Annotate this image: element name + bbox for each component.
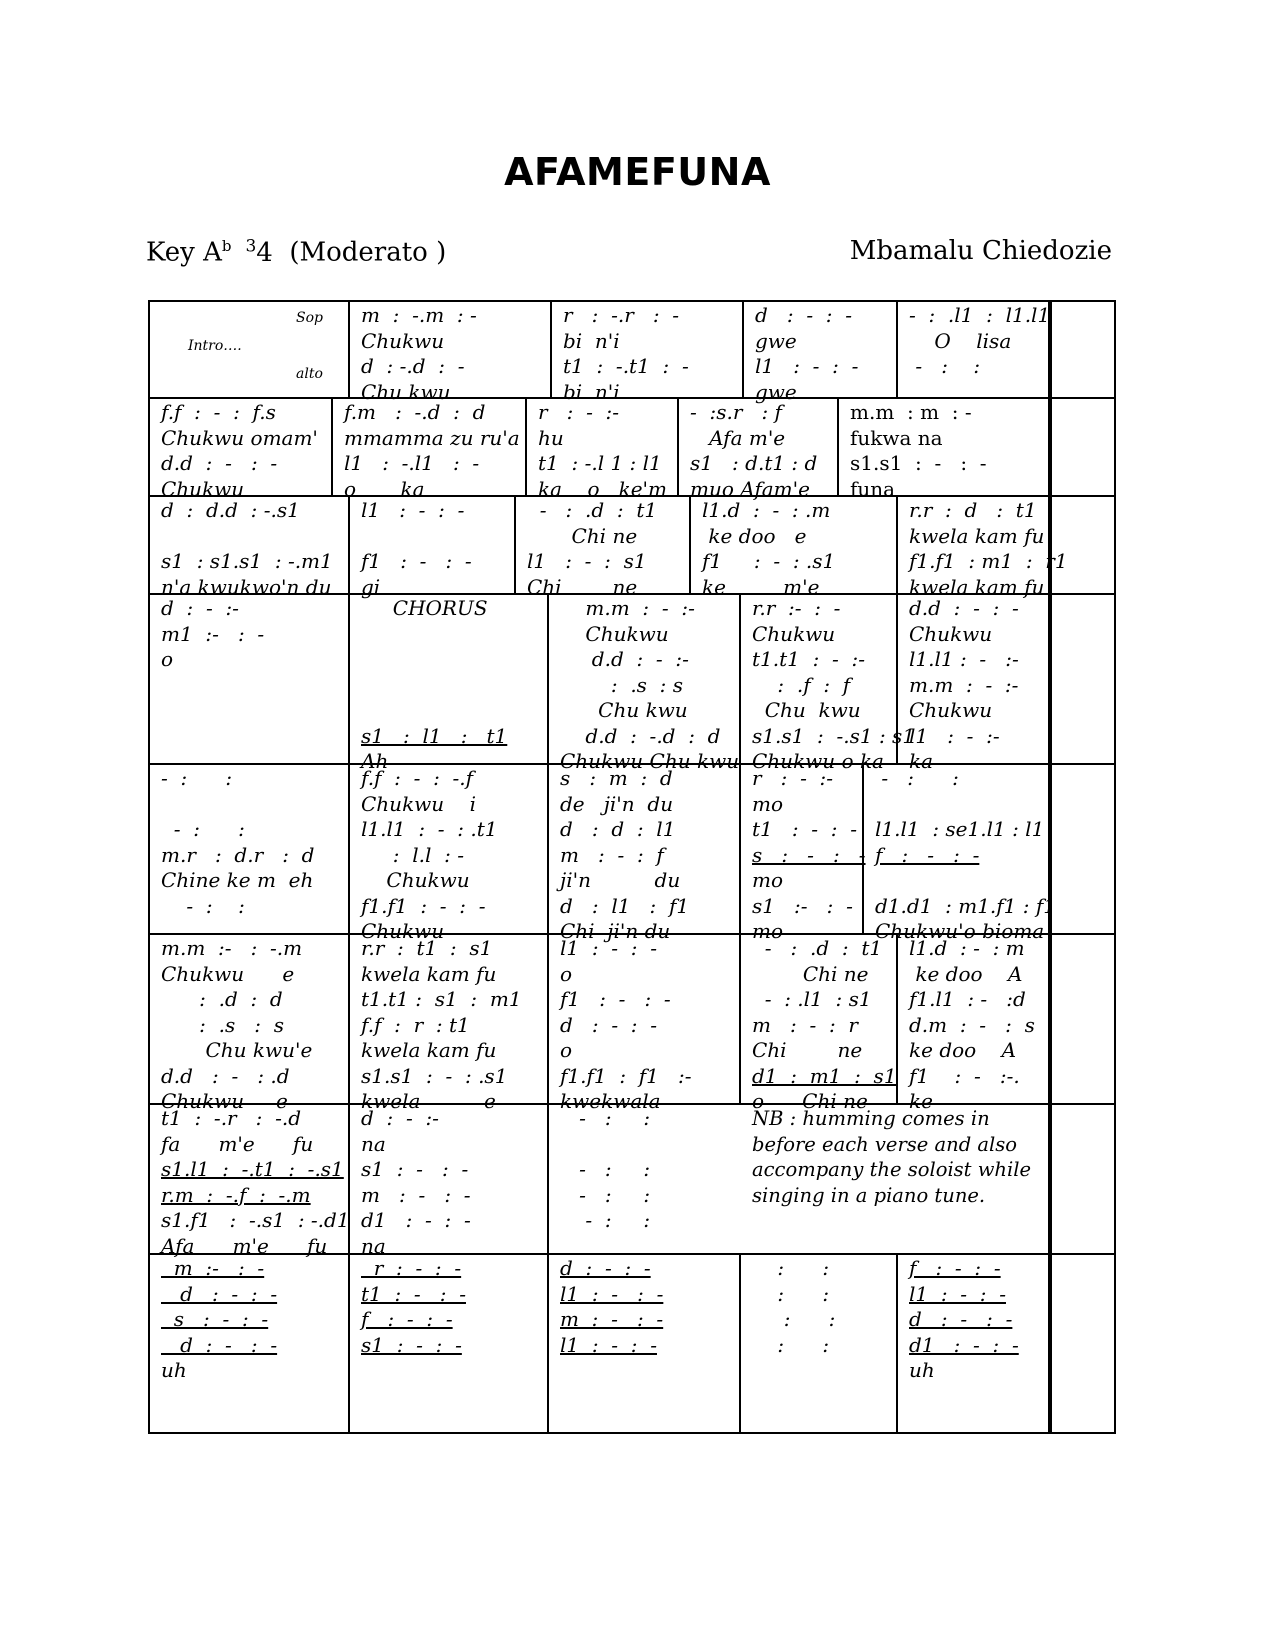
solfa-line: Chi ne [527, 574, 638, 599]
solfa-line: Chukwu [361, 868, 470, 892]
solfa-line: : : [752, 1307, 836, 1331]
page-title: AFAMEFUNA [504, 150, 771, 194]
solfa-line: - : : [909, 354, 981, 378]
solfa-line: f.f : - : -.f [361, 766, 474, 790]
solfa-line: ke m'e [702, 574, 820, 599]
score-row [150, 935, 1114, 1113]
solfa-line: Chukwu [909, 621, 993, 646]
score-margin-column [1050, 595, 1052, 763]
solfa-line: s : m : d [560, 766, 673, 790]
solfa-line: na [361, 1131, 386, 1156]
solfa-line: Chukwu Chu kwu [560, 749, 740, 773]
score-row [150, 765, 1114, 943]
solfa-line: - : : [560, 1182, 651, 1207]
solfa-line: s1 :- : - [752, 893, 853, 918]
solfa-line: d : l1 : f1 [560, 893, 690, 918]
solfa-line: ke doo A [909, 1038, 1017, 1062]
solfa-line: d1 : - : - [361, 1208, 471, 1232]
solfa-line: d : - :- [361, 1106, 439, 1130]
solfa-line: - : : [560, 1208, 651, 1232]
solfa-line: - : : [560, 1106, 651, 1130]
solfa-line [361, 524, 514, 550]
solfa-line: gwe [755, 328, 797, 353]
solfa-line: de ji'n du [560, 791, 674, 816]
solfa-line: mmamma zu ru'a [344, 425, 520, 450]
score-cell [350, 1105, 549, 1258]
solfa-line: s1.s1 : - : - [850, 451, 987, 475]
solfa-line: d : d.d : -.s1 [161, 498, 300, 522]
score-cell [898, 935, 1050, 1113]
solfa-line: r.r :- : - [752, 596, 841, 620]
solfa-line: l1.d : - : m [909, 936, 1025, 960]
solfa-line [361, 647, 547, 673]
solfa-line: fukwa na [850, 425, 943, 450]
time-signature [245, 238, 272, 268]
solfa-line: f1.f1 : - : - [361, 893, 486, 918]
solfa-line: r : - :- [538, 400, 620, 424]
score-cell [150, 935, 350, 1113]
intro-alto-label: alto [296, 366, 323, 382]
solfa-line: r.r : t1 : s1 [361, 936, 493, 960]
score-cell [150, 1105, 350, 1258]
solfa-line: s1 : - : - [361, 1332, 462, 1357]
score-row [150, 399, 1114, 501]
score-cell [150, 1255, 350, 1432]
solfa-line: t1 : - : - [752, 817, 857, 841]
solfa-line: s1 : - : - [361, 1157, 469, 1181]
solfa-line [161, 792, 348, 818]
key-signature [146, 236, 446, 268]
solfa-line: l1 : - : - [560, 1281, 664, 1306]
solfa-line: l1 : - : - [909, 1281, 1006, 1306]
solfa-line [161, 524, 348, 550]
solfa-line: Chi ne [752, 961, 869, 986]
solfa-line: o [560, 1038, 573, 1062]
solfa-line: Chi ji'n du [560, 919, 671, 943]
score-cell [350, 595, 549, 773]
performance-note: NB : humming comes in before each verse and also accompany the soloist while singing in a piano tune. [741, 1105, 1050, 1253]
solfa-line: : .s : s [161, 1012, 285, 1037]
solfa-line: Chukwu i [361, 791, 477, 816]
score-cell [333, 399, 527, 501]
solfa-line: : : [752, 1332, 830, 1357]
solfa-line: ka [909, 749, 934, 773]
score-cell [741, 595, 916, 773]
score-cell [744, 302, 898, 404]
solfa-line: m.r : d.r : d [161, 842, 315, 867]
solfa-line: d1.d1 : m1.f1 : f1 [875, 893, 1056, 918]
solfa-line: Chi ne [752, 1038, 863, 1062]
solfa-line: - : : [161, 817, 245, 841]
solfa-line: d : - : - [560, 1256, 651, 1280]
solfa-line [361, 698, 547, 724]
solfa-line: - : .d : t1 [527, 498, 658, 522]
solfa-line: o ka [344, 476, 425, 501]
solfa-line: m :- : - [161, 1256, 265, 1280]
solfa-line: m : - : - [361, 1182, 471, 1207]
solfa-line [361, 673, 547, 699]
solfa-line: m.m : - :- [560, 596, 695, 620]
solfa-line: Ah [361, 749, 389, 773]
solfa-line: f1 : - : - [361, 549, 472, 573]
score-margin-column [1050, 1105, 1052, 1253]
solfa-line: m : - : f [560, 842, 664, 867]
solfa-line: Chukwu o ka [752, 749, 884, 773]
solfa-line: l1.l1 : - :- [909, 647, 1019, 671]
solfa-line: t1 : - : - [361, 1281, 466, 1306]
solfa-line: Chukwu [361, 919, 445, 943]
score-cell [527, 399, 679, 501]
time-signature-bottom: 4 [256, 237, 273, 268]
score-cell [150, 765, 350, 933]
score-margin-column [1050, 1255, 1052, 1432]
solfa-line: d.d : - : - [161, 451, 278, 475]
solfa-line: l1.l1 : - : .t1 [361, 817, 498, 841]
solfa-line: r : - :- [752, 766, 834, 790]
score-cell [898, 497, 1068, 599]
solfa-line: ji'n du [560, 868, 681, 892]
solfa-line: ke doo e [702, 523, 807, 548]
score-cell [350, 497, 516, 599]
solfa-line: s1.l1 : -.t1 : -.s1 [161, 1157, 344, 1181]
solfa-line: Chukwu e [161, 1089, 288, 1113]
solfa-line: r : - : - [361, 1256, 462, 1280]
solfa-line [361, 622, 547, 648]
solfa-line: bi n'i [563, 379, 620, 404]
solfa-line: f : - : - [875, 842, 980, 867]
score-cell [150, 497, 350, 599]
solfa-line: s1 : d.t1 : d [690, 451, 818, 475]
score-cell [350, 1255, 549, 1432]
solfa-line: f.m : -.d : d [344, 400, 486, 424]
solfa-line: funa [850, 476, 896, 501]
solfa-line: d.d : - :- [560, 647, 689, 671]
score-table [148, 300, 1116, 1434]
solfa-line: d : - : - [560, 1012, 658, 1037]
score-cell [549, 935, 741, 1113]
score-row [150, 595, 1114, 773]
solfa-line: Afa m'e [690, 425, 786, 450]
solfa-line: t1 : -.t1 : - [563, 354, 689, 378]
solfa-line: Chukwu [560, 621, 669, 646]
solfa-line: Chukwu'o bioma [875, 919, 1045, 943]
solfa-line: s1.f1 : -.s1 : -.d1 [161, 1208, 350, 1232]
score-cell [552, 302, 744, 404]
intro-label-cell [150, 302, 350, 397]
score-cell [549, 765, 741, 943]
solfa-line: m.m : m : - [850, 400, 972, 424]
solfa-line: f1 : - :-. [909, 1063, 1020, 1088]
score-cell [549, 1255, 741, 1432]
solfa-line: f : - : - [909, 1256, 1001, 1280]
solfa-line: - : : [560, 1157, 651, 1181]
solfa-line: s1.s1 : - : .s1 [361, 1063, 508, 1088]
score-cell [839, 399, 1050, 501]
solfa-line: f.f : r : t1 [361, 1012, 470, 1037]
solfa-line: n'a kwukwo'n du [161, 574, 332, 599]
solfa-line: : : [752, 1281, 830, 1306]
solfa-line: Chu kwu [752, 698, 861, 722]
solfa-line: - : .l1 : s1 [752, 987, 872, 1011]
score-cell [350, 935, 549, 1113]
solfa-line: l1 : - : - [755, 354, 859, 378]
solfa-line: hu [538, 425, 564, 450]
solfa-line: m1 :- : - [161, 621, 265, 646]
score-cell [150, 399, 333, 501]
solfa-line: uh [909, 1358, 935, 1382]
solfa-line: d1 : m1 : s1 [752, 1063, 897, 1088]
score-margin-column [1050, 497, 1052, 593]
solfa-line: ke doo A [909, 961, 1023, 986]
solfa-line: d : d : l1 [560, 817, 676, 841]
solfa-line: d : - : - [161, 1281, 278, 1306]
composer-name: Mbamalu Chiedozie [849, 236, 1112, 266]
score-margin-column [1050, 399, 1052, 495]
solfa-line: m.m : - :- [909, 672, 1019, 697]
solfa-line: t1.t1 : s1 : m1 [361, 987, 522, 1011]
solfa-line: gwe [755, 379, 797, 404]
solfa-line: - : .d : t1 [752, 936, 883, 960]
score-cell [150, 595, 350, 763]
solfa-line: r : -.r : - [563, 303, 680, 327]
solfa-line: d : - :- [161, 596, 239, 620]
score-cell [549, 595, 741, 773]
solfa-line: mo [752, 868, 784, 892]
solfa-line: l1 : - : - [560, 936, 657, 960]
score-cell [350, 765, 549, 943]
solfa-line: Afa m'e fu [161, 1233, 328, 1258]
solfa-line: Chine ke m eh [161, 868, 314, 892]
solfa-line: kwekwala [560, 1089, 661, 1113]
score-margin-column [1050, 935, 1052, 1103]
solfa-line: mo [752, 791, 784, 816]
solfa-line: na [361, 1233, 386, 1258]
solfa-line: Chukwu [752, 621, 836, 646]
score-cell [741, 765, 866, 943]
solfa-line: d1 : - : - [909, 1332, 1019, 1357]
solfa-line: f1 : - : .s1 [702, 549, 836, 573]
solfa-line [875, 868, 1048, 894]
score-cell [350, 302, 552, 404]
solfa-line: gi [361, 574, 381, 599]
time-signature-top: 3 [245, 236, 257, 256]
solfa-line: f.f : - : f.s [161, 400, 276, 424]
solfa-line: Chukwu [909, 698, 993, 722]
solfa-line: kwela kam fu [909, 523, 1045, 548]
score-cell [898, 1255, 1050, 1432]
solfa-line: o Chi ne [752, 1089, 868, 1113]
solfa-line: o [560, 961, 573, 986]
solfa-line: : .s : s [560, 672, 684, 697]
solfa-line: : l.l : - [361, 842, 464, 867]
solfa-line: l1.d : - : .m [702, 498, 831, 522]
solfa-line: d.m : - : s [909, 1012, 1035, 1037]
key-accidental: b [221, 237, 232, 255]
solfa-line: o [161, 647, 174, 671]
solfa-line: f1.l1 : - :d [909, 987, 1026, 1011]
solfa-line: l1 : -.l1 : - [344, 451, 480, 475]
solfa-line: l1 : - : - [560, 1332, 657, 1357]
solfa-line: ke [909, 1089, 933, 1113]
solfa-line: f1.f1 : f1 :- [560, 1063, 692, 1088]
solfa-line: s1 : l1 : t1 [361, 723, 508, 748]
solfa-line: d : - : - [161, 1332, 278, 1357]
solfa-line: - : : [875, 766, 959, 790]
intro-sop-label: Sop [296, 310, 323, 326]
solfa-line: : .d : d [161, 987, 283, 1011]
solfa-line: l1 : - : s1 [527, 549, 647, 573]
key-label: Key A [146, 237, 222, 268]
solfa-line: mo [752, 919, 784, 943]
solfa-line: d : - : - [909, 1307, 1013, 1331]
solfa-line: m.m :- : -.m [161, 936, 303, 960]
score-cell [679, 399, 839, 501]
intro-label: Intro…. [188, 338, 242, 354]
solfa-line: bi n'i [563, 328, 620, 353]
solfa-line: t1 : -.r : -.d [161, 1106, 302, 1130]
score-row [150, 302, 1114, 404]
solfa-line: Chukwu [361, 328, 445, 353]
score-cell [516, 497, 691, 599]
solfa-line: kwela kam fu [361, 1038, 497, 1062]
solfa-line: r.m : -.f : -.m [161, 1182, 311, 1207]
solfa-line: m : -.m : - [361, 303, 477, 327]
solfa-line: t1.t1 : - :- [752, 647, 866, 671]
score-row [150, 1255, 1114, 1432]
solfa-line: m : - : - [560, 1307, 664, 1331]
solfa-line: ka o ke'm [538, 476, 668, 501]
solfa-line: d.d : - : .d [161, 1063, 290, 1088]
solfa-line: : .f : f [752, 672, 851, 697]
solfa-line: f : - : - [361, 1307, 453, 1331]
solfa-line: kwela e [361, 1089, 496, 1113]
solfa-line: s : - : - [752, 842, 866, 867]
score-margin-column [1050, 302, 1052, 397]
score-cell [741, 1255, 898, 1432]
solfa-line: Chu kwu'e [161, 1038, 313, 1062]
score-cell [864, 765, 1056, 943]
solfa-line: f1 : - : - [560, 987, 671, 1011]
solfa-line: : : [752, 1256, 830, 1280]
solfa-line: d.d : - : - [909, 596, 1019, 620]
solfa-line: d.d : -.d : d [560, 723, 721, 748]
solfa-line: s : - : - [161, 1307, 269, 1331]
solfa-line: f1.f1 : m1 : r1 [909, 549, 1068, 573]
solfa-line: Chukwu [161, 476, 245, 501]
solfa-line: - :s.r : f [690, 400, 782, 424]
solfa-line: Chukwu e [161, 961, 295, 986]
score-row [150, 1105, 1114, 1258]
score-cell [898, 595, 1050, 773]
solfa-line: l1.l1 : se1.l1 : l1 [875, 817, 1045, 841]
solfa-line: CHORUS [361, 596, 488, 620]
solfa-line: Chi ne [527, 523, 638, 548]
solfa-line: s1.s1 : -.s1 : s1 [752, 723, 916, 748]
solfa-line: muo Afam'e [690, 476, 810, 501]
solfa-line: t1 : -.l 1 : l1 [538, 451, 662, 475]
solfa-line: - : : [161, 893, 245, 918]
solfa-line: Chukwu omam' [161, 425, 318, 450]
solfa-line: uh [161, 1358, 187, 1382]
solfa-line: d : - : - [755, 303, 853, 327]
solfa-line [875, 792, 1048, 818]
solfa-line: - : : [161, 766, 233, 790]
score-row [150, 497, 1114, 599]
solfa-line: kwela kam fu [361, 961, 497, 986]
solfa-line: m : - : r [752, 1012, 858, 1037]
solfa-line: Chu kwu [560, 698, 688, 722]
solfa-line: O lisa [909, 328, 1012, 353]
solfa-line: r.r : d : t1 [909, 498, 1037, 522]
score-cell [898, 302, 1050, 397]
solfa-line: s1 : s1.s1 : -.m1 [161, 549, 333, 573]
score-cell [691, 497, 898, 599]
solfa-line: kwela kam fu [909, 574, 1045, 599]
solfa-line: l1 : - : - [361, 498, 465, 522]
solfa-line: fa m'e fu [161, 1131, 314, 1156]
solfa-line: - : .l1 : l1.l1 [909, 303, 1051, 327]
tempo-marking: (Moderato ) [289, 237, 447, 268]
solfa-line: d : -.d : - [361, 354, 465, 378]
score-cell [741, 935, 898, 1113]
solfa-line: Chu kwu [361, 379, 451, 404]
solfa-line: l1 : - :- [909, 723, 1000, 748]
